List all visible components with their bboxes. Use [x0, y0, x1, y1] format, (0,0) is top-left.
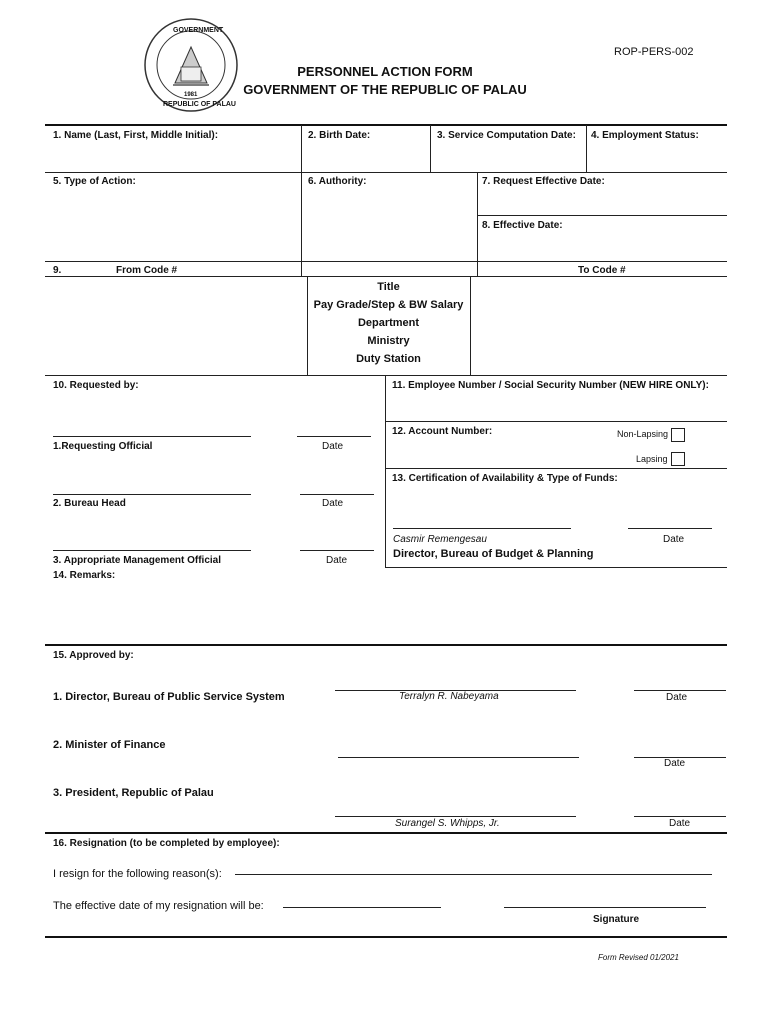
approved-by-heading: 15. Approved by: — [53, 650, 134, 661]
position-field-pay-grade: Pay Grade/Step & BW Salary — [313, 299, 464, 311]
divider — [470, 276, 471, 376]
request-effective-date-label: 7. Request Effective Date: — [482, 176, 605, 187]
rule — [45, 375, 727, 376]
requested-by-heading: 10. Requested by: — [53, 380, 139, 391]
resign-effective-label: The effective date of my resignation will be: — [53, 900, 264, 912]
rule — [45, 644, 727, 646]
date-label: Date — [664, 758, 686, 769]
seal-top-text: GOVERNMENT — [173, 27, 224, 34]
non-lapsing-label: Non-Lapsing — [617, 429, 669, 439]
bureau-head-label: 2. Bureau Head — [53, 498, 126, 509]
divider — [385, 375, 386, 568]
authority-label: 6. Authority: — [308, 176, 367, 187]
signature-line — [335, 816, 576, 817]
account-number-label: 12. Account Number: — [392, 426, 493, 437]
date-label: Date — [663, 534, 685, 545]
rule — [45, 936, 727, 938]
rule — [45, 276, 727, 277]
minister-finance-label: 2. Minister of Finance — [53, 739, 166, 751]
date-line — [628, 528, 712, 529]
date-line — [634, 690, 726, 691]
position-field-department: Department — [357, 317, 420, 329]
service-date-label: 3. Service Computation Date: — [437, 130, 576, 141]
to-code-label: To Code # — [578, 265, 626, 276]
date-label: Date — [322, 441, 344, 452]
date-line — [634, 816, 726, 817]
rule — [45, 172, 727, 173]
management-official-label: 3. Appropriate Management Official — [53, 555, 221, 566]
resignation-heading: 16. Resignation (to be completed by employee): — [53, 838, 280, 849]
reason-input-line[interactable] — [235, 874, 712, 875]
date-label: Date — [666, 692, 688, 703]
certification-label: 13. Certification of Availability & Type of Funds: — [392, 473, 618, 484]
rule — [385, 421, 727, 422]
birth-date-label: 2. Birth Date: — [308, 130, 371, 141]
rule — [45, 832, 727, 834]
position-field-duty-station: Duty Station — [356, 353, 421, 365]
name-label: 1. Name (Last, First, Middle Initial): — [53, 130, 219, 141]
remarks-heading: 14. Remarks: — [53, 570, 116, 581]
rule — [385, 468, 727, 469]
budget-director-title: Director, Bureau of Budget & Planning — [393, 548, 594, 560]
date-line — [300, 550, 374, 551]
pss-director-label: 1. Director, Bureau of Public Service System — [53, 691, 285, 703]
form-subtitle: GOVERNMENT OF THE REPUBLIC OF PALAU — [243, 82, 527, 97]
seal-bottom-text: REPUBLIC OF PALAU — [163, 101, 236, 108]
date-label: Date — [322, 498, 344, 509]
president-name: Surangel S. Whipps, Jr. — [395, 818, 500, 829]
signature-line — [53, 550, 251, 551]
lapsing-checkbox[interactable] — [671, 452, 685, 466]
effective-date-label: 8. Effective Date: — [482, 220, 563, 231]
employee-number-label: 11. Employee Number / Social Security Number (NEW HIRE ONLY): — [392, 380, 709, 391]
government-seal — [143, 17, 239, 113]
form-revised: Form Revised 01/2021 — [598, 953, 679, 962]
date-label: Date — [326, 555, 348, 566]
date-label: Date — [669, 818, 691, 829]
type-of-action-label: 5. Type of Action: — [53, 176, 136, 187]
position-field-ministry: Ministry — [367, 335, 410, 347]
rule — [477, 215, 727, 216]
signature-line — [53, 494, 251, 495]
effective-date-input-line[interactable] — [283, 907, 441, 908]
divider — [586, 125, 587, 172]
requesting-official-label: 1.Requesting Official — [53, 441, 153, 452]
signature-label: Signature — [593, 914, 640, 925]
signature-line — [53, 436, 251, 437]
from-code-label: From Code # — [116, 265, 178, 276]
rule — [385, 567, 727, 568]
form-title: PERSONNEL ACTION FORM — [297, 64, 473, 79]
divider — [430, 125, 431, 172]
rule-top — [45, 124, 727, 126]
pss-director-name: Terralyn R. Nabeyama — [399, 691, 499, 702]
signature-line — [338, 757, 579, 758]
item9-label: 9. — [53, 265, 62, 276]
divider — [301, 125, 302, 172]
lapsing-label: Lapsing — [636, 454, 668, 464]
date-line — [300, 494, 374, 495]
position-field-title: Title — [377, 281, 400, 293]
president-label: 3. President, Republic of Palau — [53, 787, 214, 799]
resign-reason-label: I resign for the following reason(s): — [53, 868, 222, 880]
employment-status-label: 4. Employment Status: — [591, 130, 699, 141]
date-line — [297, 436, 371, 437]
signature-line — [393, 528, 571, 529]
budget-director-name: Casmir Remengesau — [393, 534, 487, 545]
form-code: ROP-PERS-002 — [614, 46, 694, 58]
seal-year: 1981 — [184, 92, 198, 98]
rule — [45, 261, 727, 262]
signature-input-line[interactable] — [504, 907, 706, 908]
non-lapsing-checkbox[interactable] — [671, 428, 685, 442]
